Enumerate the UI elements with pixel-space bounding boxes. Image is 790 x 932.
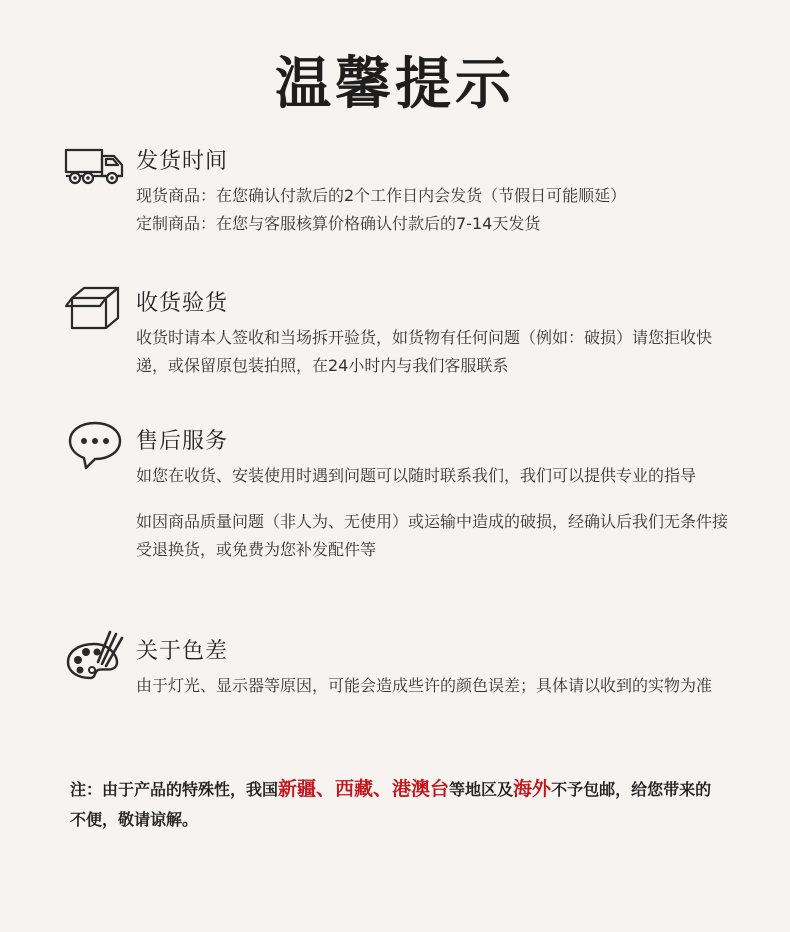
section-heading: 收货验货 xyxy=(136,291,229,316)
note-text: 不予包邮，给您带来的不便，敬请谅解。 xyxy=(70,780,712,829)
palette-icon xyxy=(64,630,126,680)
note-text: 注：由于产品的特殊性，我国 xyxy=(70,780,279,799)
section-heading: 发货时间 xyxy=(136,149,229,174)
shipping-note xyxy=(70,774,720,835)
note-highlight: 新疆、西藏、港澳台 xyxy=(278,778,450,800)
page-title: 温馨提示 xyxy=(275,52,515,117)
truck-icon xyxy=(64,140,126,190)
box-icon xyxy=(64,282,126,332)
section-heading: 售后服务 xyxy=(136,429,229,454)
body-line: 如您在收货、安装使用时遇到问题可以随时联系我们，我们可以提供专业的指导 xyxy=(136,466,697,485)
note-highlight: 海外 xyxy=(513,778,552,800)
body-line: 如因商品质量问题（非人为、无使用）或运输中造成的破损，经确认后我们无条件接受退换货，或免费为您补发配件等 xyxy=(136,512,729,559)
section-heading: 关于色差 xyxy=(136,639,229,664)
section-body xyxy=(136,462,736,564)
section-body xyxy=(136,182,736,238)
body-line: 定制商品：在您与客服核算价格确认付款后的7-14天发货 xyxy=(136,214,541,233)
body-line: 现货商品：在您确认付款后的2个工作日内会发货（节假日可能顺延） xyxy=(136,186,627,205)
section-body xyxy=(136,324,736,380)
body-line: 由于灯光、显示器等原因，可能会造成些许的颜色误差；具体请以收到的实物为准 xyxy=(136,676,713,695)
chat-bubble-icon xyxy=(64,420,126,470)
body-line: 收货时请本人签收和当场拆开验货，如货物有任何问题（例如：破损）请您拒收快递，或保留原包装拍照，在24小时内与我们客服联系 xyxy=(136,328,713,375)
section-body xyxy=(136,672,736,700)
note-text: 等地区及 xyxy=(449,780,514,799)
